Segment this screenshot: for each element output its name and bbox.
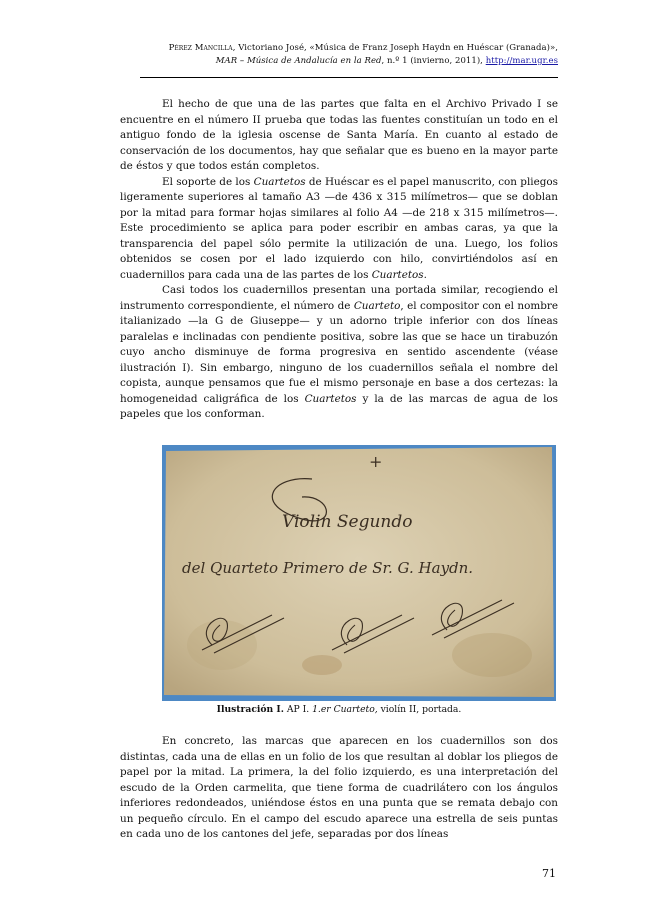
paragraph-3-text-a: Casi todos los cuadernillos presentan una portada similar, recogiendo el instrumento correspondiente, el número de (120, 284, 558, 312)
manuscript-cover-image (162, 445, 556, 701)
header-article-title: , «Música de Franz Joseph Haydn en Huéscar (Granada)», (304, 43, 558, 53)
paragraph-2-emphasis: Cuartetos (253, 175, 306, 188)
paragraph-2-text-a: El soporte de los (162, 175, 254, 188)
paragraph-3-emphasis: Cuarteto (353, 299, 401, 312)
paragraph-3-text-b: , el compositor con el nombre italianizado —la G de Giuseppe— y un adorno triple inferior con dos líneas paralelas e inclinadas con pendiente positiva, sobre las que se hace un tirabuzón cuyo ancho disminuye de forma progresiva en sentido ascendente (véase ilustración I). Sin embargo, ninguno de los cuadernillos señala el nombre del copista, aunque pensamos que fue el mismo personaje en base a dos certezas: la homogeneidad caligráfica de los (120, 299, 558, 405)
header-rule (140, 77, 558, 78)
handwritten-cross: + (369, 452, 383, 471)
handwritten-title: Violin Segundo (282, 512, 413, 532)
handwritten-subtitle: del Quarteto Primero de Sr. G. Haydn. (182, 559, 474, 577)
stain (452, 633, 532, 677)
header-journal-link[interactable]: http://mar.ugr.es (485, 56, 558, 66)
paragraph-3 (120, 283, 558, 423)
caption-label: Ilustración I. (216, 704, 284, 715)
paragraph-4: En concreto, las marcas que aparecen en los cuadernillos son dos distintas, cada una de ellas en un folio de los que resultan al doblar los pliegos de papel por la mitad. La primera, la del folio izquierdo, es una interpretación del escudo de la Orden carmelita, que tiene forma de cuadrilátero con los ángulos inferiores redondeados, uniéndose éstos en una punta que se remata debajo con un pequeño círculo. En el campo del escudo aparece una estrella de seis puntas en cada uno de los cantones del jefe, separadas por dos líneas (120, 735, 558, 840)
caption-text-b: violín II, portada. (377, 704, 462, 715)
paragraph-2-text-b: de Huéscar es el papel manuscrito, con pliegos ligeramente superiores al tamaño A3 —de 436 x 315 milímetros— que se doblan por la mitad para formar hojas similares al folio A4 —de 218 x 315 milímetros—. Este procedimiento se aplica para poder escribir en ambas caras, ya que la transparencia del papel sólo permite la utilización de una. Luego, los folios obtenidos se cosen por el lado izquierdo con hilo, convirtiéndolos así en cuadernillos para cada una de las partes de los (120, 175, 558, 281)
header-issue: , n.º 1 (invierno, 2011), (381, 56, 486, 66)
caption-text-a: AP I. (283, 704, 313, 715)
illustration-photo (162, 445, 556, 701)
paragraph-2-emphasis-2: Cuartetos (371, 268, 424, 281)
header-journal: MAR – Música de Andalucía en la Red (215, 56, 382, 66)
stain (302, 655, 342, 675)
caption-emphasis: 1.er Cuarteto, (312, 704, 378, 715)
body-text-upper (120, 97, 558, 423)
paragraph-3-emphasis-2: Cuartetos (304, 392, 357, 405)
paragraph-2-text-c: . (423, 268, 427, 281)
header-author-surname: Pérez Mancilla (168, 43, 233, 53)
paragraph-2 (120, 175, 558, 284)
paragraph-3-text-c: y la de las marcas de agua de los papeles que los conforman. (120, 392, 558, 420)
page-number: 71 (542, 867, 556, 880)
body-text-lower (120, 734, 558, 843)
header-line-1 (140, 42, 558, 55)
header-line-2 (140, 55, 558, 68)
header-author-name: , Victoriano José (232, 43, 305, 53)
running-header (140, 42, 558, 68)
figure-caption (120, 704, 558, 716)
paragraph-1: El hecho de que una de las partes que falta en el Archivo Privado I se encuentre en el número II prueba que todas las fuentes constituían un todo en el antiguo fondo de la iglesia oscense de Santa María. En cuanto al estado de conservación de los documentos, hay que señalar que es bueno en la mayor parte de éstos y que todos están completos. (120, 98, 558, 172)
